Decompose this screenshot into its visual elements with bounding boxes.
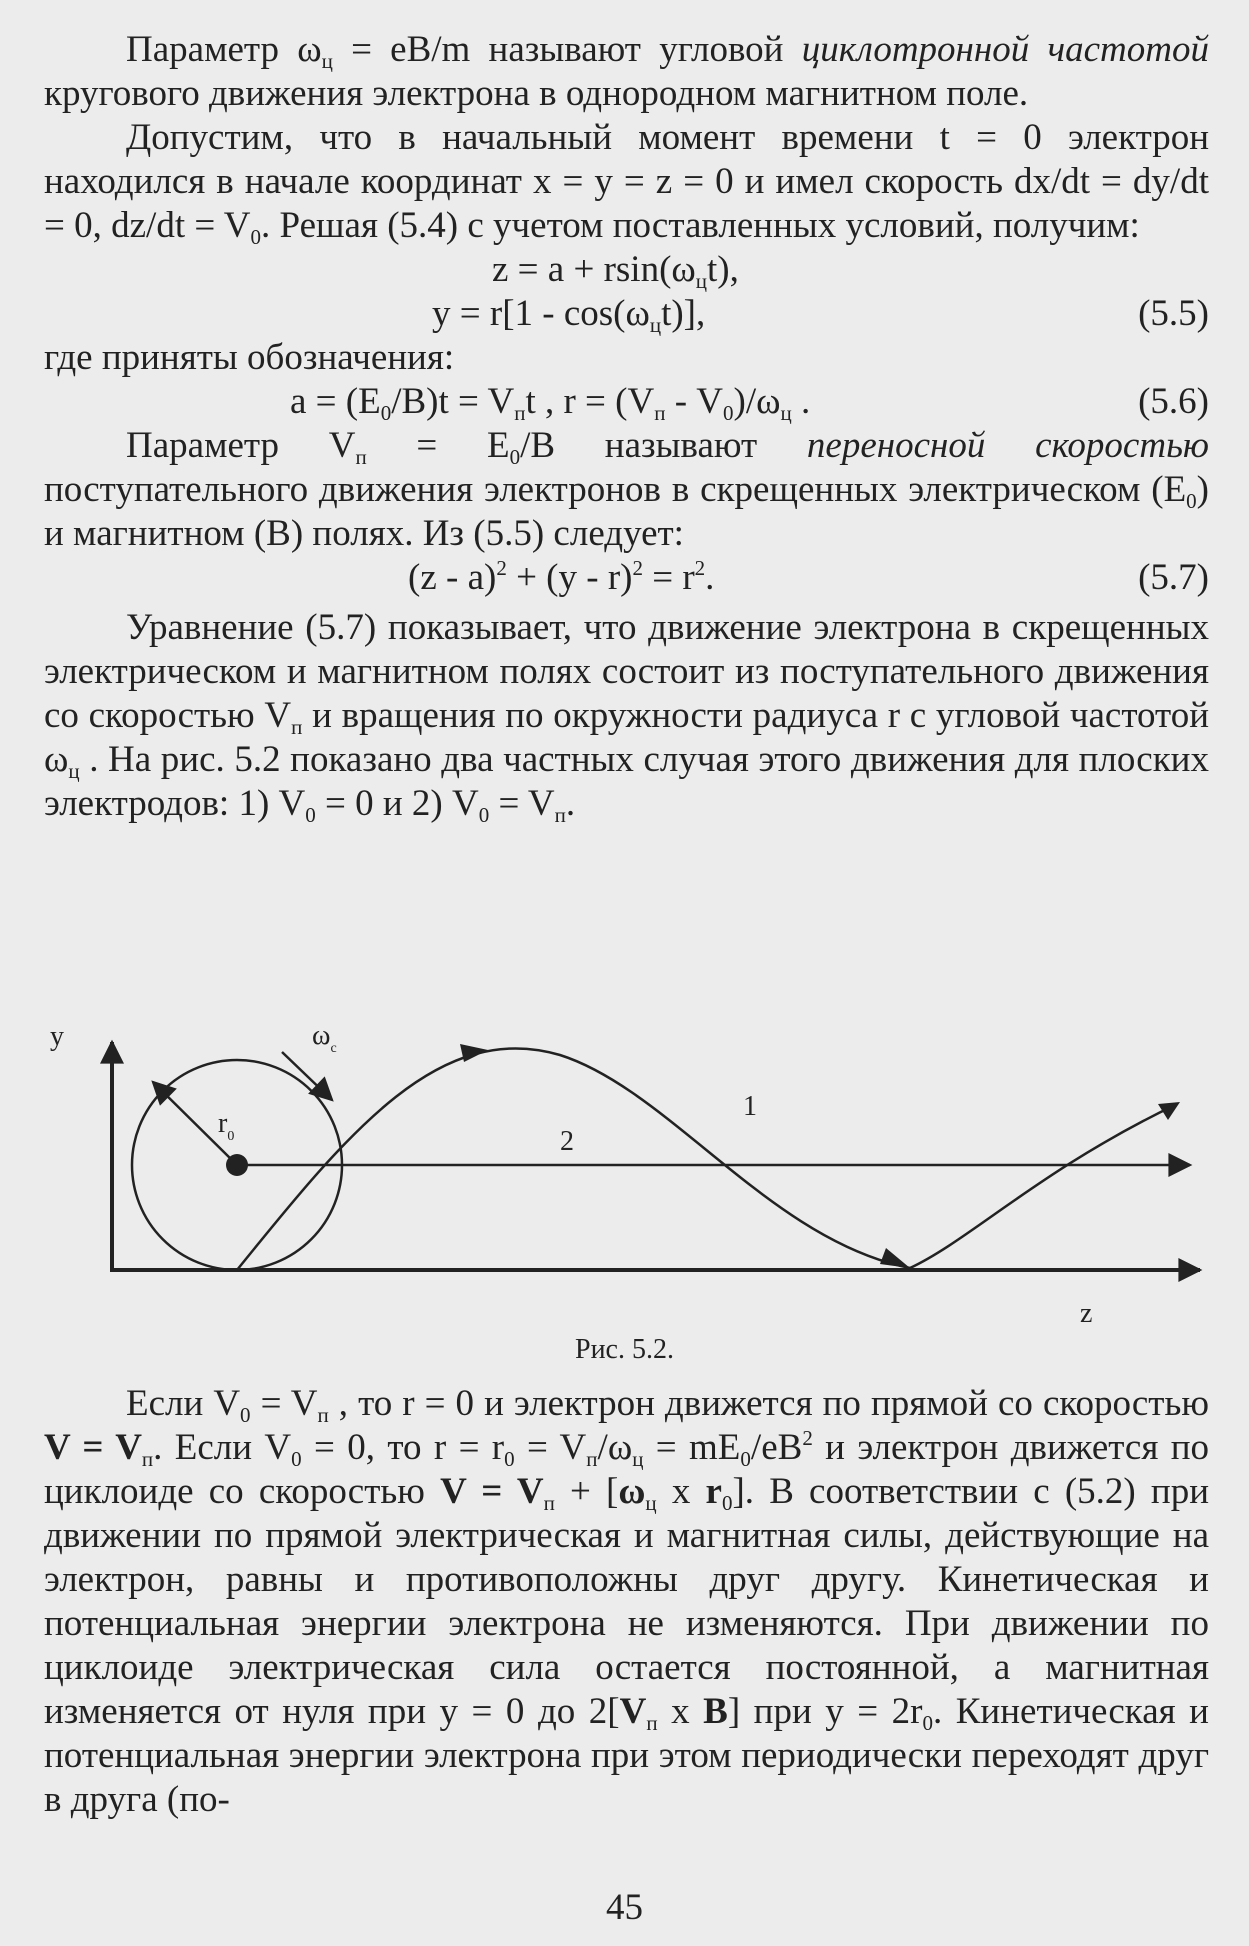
paragraph-cycloid-motion: Если $V_0 = V_п$ , то r = 0 и электрон движется по прямой со скоростью $V = V_п$. Если $V_0 = 0$, то $r = r_0 = V_п/\omega_ц = mE_0/eB^2$ и электрон движется по циклоиде со скоростью $V = V_п + [\omega_ц$ x $r_0$]. В соответствии с (5.2) при движении по прямой электрическая и магнитная силы, действующие на электрон, равны и противоположны друг другу. Кинетическая и потенциальная энергии электрона не изменяются. При движении по циклоиде электрическая сила остается постоянной, а магнитная изменяется от нуля при y = 0 до $2[V_п$ x B] при $y = 2r_0$. Кинетическая и потенциальная энергии электрона при этом периодически переходят друг в друга (по- — [44, 1383, 1210, 1820]
omega-label: $\omega_c$ — [312, 1020, 337, 1056]
text: Параметр ω — [126, 29, 322, 70]
curve-1-label: 1 — [743, 1091, 757, 1122]
equation-number: (5.5) — [1138, 293, 1209, 334]
subscript: 0 — [250, 225, 262, 249]
figure-5-2-diagram — [50, 1010, 1220, 1330]
equation-5-5-line2 — [44, 292, 1209, 336]
equation-5-6 — [44, 380, 1209, 424]
trajectory-1-cycloid — [237, 1048, 1175, 1270]
equation-5-7 — [44, 556, 1209, 600]
text: = eB/m называют угловой — [332, 29, 802, 70]
formula: $a = (E_0/B)t = V_пt$ , $r = (V_п - V_0)/\omega_ц$ . — [290, 381, 811, 425]
text-bottom — [44, 1382, 1209, 1822]
formula: $(z - a)^2 + (y - r)^2 = r^2$. — [408, 556, 715, 598]
formula: $z = a + rsin(\omega_цt)$, — [492, 249, 739, 293]
rotation-arrow — [282, 1052, 332, 1100]
z-axis-label: z — [1080, 1298, 1093, 1329]
radius-label: $r_0$ — [218, 1108, 235, 1144]
subscript: ц — [321, 49, 333, 73]
text: Допустим, что в начальный момент времени t = 0 электрон находился в начале координат x = y = z = 0 и имел скорость dx/dt = dy/dt = 0, dz/dt = V — [44, 117, 1209, 246]
formula: $y = r[1 - \cos(\omega_цt)]$, — [432, 293, 706, 337]
paragraph-initial-conditions — [44, 116, 1209, 248]
equation-number: (5.7) — [1138, 557, 1209, 598]
text-top — [44, 28, 1209, 826]
where-label: где приняты обозначения: — [44, 337, 455, 378]
paragraph-motion-description: Уравнение (5.7) показывает, что движение электрона в скрещенных электрическом и магнитном полях состоит из поступательного движения со скоростью $V_п$ и вращения по окружности радиуса r с угловой частотой $\omega_ц$ . На рис. 5.2 показано два частных случая этого движения для плоских электродов: 1) $V_0 = 0$ и 2) $V_0 = V_п$. — [44, 607, 1209, 827]
curve-2-label: 2 — [560, 1126, 574, 1157]
y-axis-label: y — [50, 1021, 64, 1052]
page-number: 45 — [606, 1887, 643, 1928]
text: кругового движения электрона в однородном магнитном поле. — [44, 73, 1029, 114]
figure-caption: Рис. 5.2. — [575, 1334, 674, 1365]
equation-5-5-line1 — [44, 248, 1209, 292]
text: . Решая (5.4) с учетом поставленных условий, получим: — [261, 205, 1140, 246]
arrowhead — [880, 1248, 910, 1268]
italic-term: переносной скоростью — [806, 425, 1209, 466]
equation-number: (5.6) — [1138, 381, 1209, 422]
paragraph-cyclotron — [44, 28, 1209, 116]
paragraph-drift-velocity: Параметр $V_п = E_0/B$ называют переносной скоростью поступательного движения электронов в скрещенных электрическом $(E_0)$ и магнитном (B) полях. Из (5.5) следует: — [44, 425, 1209, 554]
italic-term: циклотронной частотой — [801, 29, 1210, 70]
